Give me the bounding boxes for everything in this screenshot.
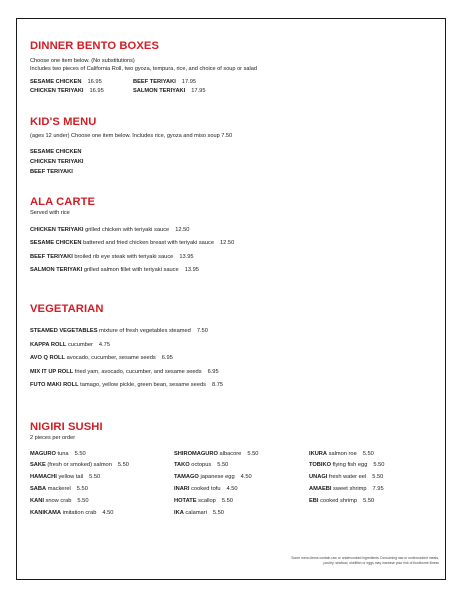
item-desc: albacore <box>219 450 242 457</box>
item-name: AVO Q ROLL <box>30 355 65 361</box>
item-price: 5.50 <box>74 450 86 457</box>
item-name: KAPPA ROLL <box>30 341 67 348</box>
section-title: DINNER BENTO BOXES <box>30 40 160 52</box>
item-price: 4.50 <box>102 509 114 516</box>
item-name: BEEF TERIYAKI <box>30 168 73 175</box>
section-note: Includes two pieces of California Roll, two gyoza, tempura, rice, and choice of soup or salad <box>30 65 257 72</box>
nigiri-column-1 <box>30 449 174 520</box>
item-desc: japanese egg <box>200 474 235 481</box>
item-price: 5.50 <box>372 474 384 481</box>
section-note: Choose one item below. (No substitutions) <box>30 58 135 64</box>
item-price: 7.95 <box>372 485 384 492</box>
item-price: 5.50 <box>363 497 375 504</box>
item-price: 17.95 <box>181 79 197 86</box>
item-desc: avocado, cucumber, sesame seeds <box>66 355 156 361</box>
item-price: 5.50 <box>373 462 385 469</box>
item-name: TAMAGO <box>174 474 199 481</box>
item-price: 16.95 <box>87 79 102 86</box>
section-title: ALA CARTE <box>30 196 96 208</box>
item-desc: grilled chicken with teriyaki sauce <box>85 226 170 233</box>
item-price: 5.50 <box>117 462 129 469</box>
item-name: SABA <box>30 485 47 492</box>
section-note: Served with rice <box>30 210 70 216</box>
item-name: STEAMED VEGETABLES <box>30 328 98 334</box>
section-nigiri-sushi <box>30 421 442 519</box>
item-desc: cooked shrimp <box>320 497 358 504</box>
item-desc: grilled salmon fillet with teriyaki sauce <box>83 267 179 274</box>
item-name: INARI <box>174 485 190 492</box>
item-name: TOBIKO <box>309 462 332 469</box>
item-price: 4.50 <box>240 474 252 481</box>
section-kids-menu <box>30 116 442 177</box>
item-price: 17.95 <box>191 88 206 95</box>
item-price: 6.95 <box>161 355 173 361</box>
item-desc: snow crab <box>45 497 72 504</box>
item-name: SESAME CHICKEN <box>30 148 82 155</box>
item-name: HAMACHI <box>30 474 57 481</box>
item-name: KANIKAMA <box>30 509 61 516</box>
item-name: UNAGI <box>309 474 328 481</box>
item-price: 16.95 <box>89 88 104 95</box>
item-desc: battered and fried chicken breast with teriyaki sauce <box>83 240 214 247</box>
item-price: 5.50 <box>217 462 229 469</box>
item-price: 5.50 <box>362 450 374 457</box>
item-desc: salmon roe <box>328 450 357 457</box>
item-name: BEEF TERIYAKI <box>30 253 73 260</box>
item-name: SHIROMAGURO <box>174 450 218 457</box>
item-desc: mixture of fresh vegetables steamed <box>99 328 191 334</box>
item-price: 13.95 <box>179 253 194 260</box>
item-name: HOTATE <box>174 497 197 504</box>
item-name: MAGURO <box>30 450 56 457</box>
section-title: VEGETARIAN <box>30 303 104 315</box>
item-name: SALMON TERIYAKI <box>133 88 186 95</box>
item-name: IKURA <box>309 450 328 457</box>
item-price: 4.75 <box>98 341 110 348</box>
item-price: 13.95 <box>184 267 199 274</box>
item-desc: imitation crab <box>62 509 97 516</box>
item-price: 8.75 <box>211 382 224 388</box>
section-note: 2 pieces per order <box>30 435 76 441</box>
disclaimer-line: Some menu items contain raw or undercooked ingredients Consuming raw or undercooked meats, <box>291 556 439 560</box>
item-price: 5.50 <box>212 509 224 516</box>
item-name: CHICKEN TERIYAKI <box>30 158 84 165</box>
item-desc: mackerel <box>47 485 71 492</box>
item-desc: flying fish egg <box>332 462 368 469</box>
item-name: CHICKEN TERIYAKI <box>30 226 84 233</box>
item-name: SESAME CHICKEN <box>30 79 82 86</box>
item-name: IKA <box>174 509 184 516</box>
item-name: SALMON TERIYAKI <box>30 267 83 274</box>
section-note: (ages 12 under) Choose one item below. Includes rice, gyoza and miso soup 7.50 <box>30 133 233 139</box>
item-desc: tuna <box>57 450 69 457</box>
item-price: 5.50 <box>77 497 89 504</box>
item-price: 5.50 <box>76 485 88 492</box>
item-name: FUTO MAKI ROLL <box>30 382 79 388</box>
item-name: TAKO <box>174 462 190 469</box>
item-price: 5.50 <box>247 450 259 457</box>
item-name: SESAME CHICKEN <box>30 240 82 247</box>
item-desc: cucumber <box>67 341 93 348</box>
item-desc: tamago, yellow pickle, green bean, sesame seeds <box>80 382 206 388</box>
item-name: CHICKEN TERIYAKI <box>30 88 84 95</box>
item-price: 12.50 <box>175 226 190 233</box>
item-name: KANI <box>30 497 44 504</box>
item-name: MIX IT UP ROLL <box>30 368 74 375</box>
item-name: EBI <box>309 497 319 504</box>
section-title: KID'S MENU <box>30 116 97 128</box>
section-title: NIGIRI SUSHI <box>30 421 103 433</box>
item-desc: broiled rib eye steak with teriyaki sauce <box>74 253 174 260</box>
disclaimer-line: poultry, seafood, shellfish or eggs may increase your risk of foodborne illness <box>323 560 439 565</box>
nigiri-column-2 <box>174 449 309 520</box>
section-ala-carte <box>30 196 442 278</box>
item-price: 5.50 <box>89 474 101 481</box>
item-price: 5.50 <box>221 497 233 504</box>
item-desc: sweet shrimp <box>333 485 367 492</box>
nigiri-column-3 <box>309 449 429 520</box>
section-vegetarian <box>30 303 442 393</box>
item-price: 12.50 <box>220 240 235 247</box>
section-dinner-bento <box>30 40 442 95</box>
item-desc: scallop <box>198 497 216 504</box>
item-desc: yellow tail <box>58 474 84 481</box>
item-name: BEEF TERIYAKI <box>133 79 176 86</box>
item-name: SAKE <box>30 462 46 469</box>
item-desc: (fresh or smoked) salmon <box>47 462 112 469</box>
food-safety-disclaimer <box>271 556 439 565</box>
item-desc: fresh water eel <box>328 474 367 481</box>
item-desc: calamari <box>185 509 207 516</box>
item-desc: fried yam, avocado, cucumber, and sesame seeds <box>74 368 202 375</box>
item-name: AMAEBI <box>309 485 332 492</box>
item-price: 7.50 <box>196 328 208 334</box>
item-price: 4.50 <box>226 485 238 492</box>
item-desc: cooked tofu <box>191 485 221 492</box>
item-desc: octopus <box>191 462 212 469</box>
item-price: 6.95 <box>207 368 219 375</box>
